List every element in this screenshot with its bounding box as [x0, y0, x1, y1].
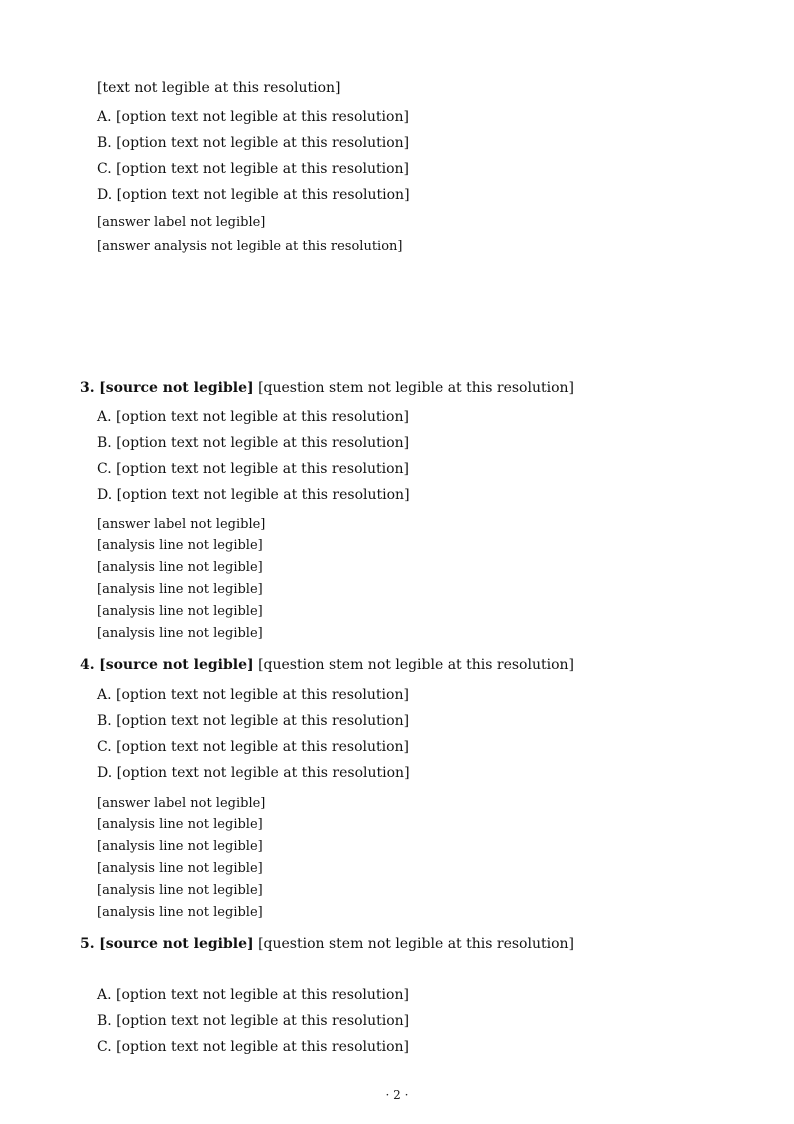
q5-text: [question stem not legible at this resolution]: [258, 936, 574, 952]
q5-number: 5.: [80, 936, 95, 952]
q4-detail-line: [analysis line not legible]: [97, 905, 263, 920]
q2-option-c: C. [option text not legible at this resolution]: [97, 161, 410, 177]
q4-detail-line: [analysis line not legible]: [97, 883, 263, 898]
q3-detail-line: [analysis line not legible]: [97, 582, 263, 597]
q4-option-c: C. [option text not legible at this resolution]: [97, 739, 410, 755]
q5-option-c: C. [option text not legible at this resolution]: [97, 1039, 410, 1055]
q4-detail-line: [analysis line not legible]: [97, 817, 263, 832]
q4-stem: [80, 653, 720, 677]
q3-detail-line: [analysis line not legible]: [97, 604, 263, 619]
q4-answer: [answer label not legible]: [97, 796, 266, 811]
q4-option-b: B. [option text not legible at this resolution]: [97, 713, 410, 729]
q3-option-c: C. [option text not legible at this resolution]: [97, 461, 410, 477]
q4-detail-line: [analysis line not legible]: [97, 861, 263, 876]
q4-detail-line: [analysis line not legible]: [97, 839, 263, 854]
q3-detail-line: [analysis line not legible]: [97, 538, 263, 553]
q2-option-a: A. [option text not legible at this resolution]: [97, 109, 409, 125]
q4-option-a: A. [option text not legible at this resolution]: [97, 687, 409, 703]
q3-text: [question stem not legible at this resolution]: [258, 380, 574, 396]
q5-stem: [80, 932, 720, 956]
intro-line: [text not legible at this resolution]: [97, 80, 341, 96]
q3-source: [source not legible]: [99, 380, 254, 396]
q5-option-b: B. [option text not legible at this resolution]: [97, 1013, 410, 1029]
page-number: · 2 ·: [385, 1088, 409, 1102]
q3-stem: [80, 376, 720, 400]
q3-option-b: B. [option text not legible at this resolution]: [97, 435, 410, 451]
q4-source: [source not legible]: [99, 657, 254, 673]
q3-detail-line: [analysis line not legible]: [97, 560, 263, 575]
q3-option-d: D. [option text not legible at this resolution]: [97, 487, 410, 503]
q2-option-b: B. [option text not legible at this resolution]: [97, 135, 410, 151]
q3-number: 3.: [80, 380, 95, 396]
q3-answer: [answer label not legible]: [97, 517, 266, 532]
q4-number: 4.: [80, 657, 95, 673]
q4-option-d: D. [option text not legible at this resolution]: [97, 765, 410, 781]
q2-answer: [answer label not legible]: [97, 215, 266, 230]
q2-option-d: D. [option text not legible at this resolution]: [97, 187, 410, 203]
q5-option-a: A. [option text not legible at this resolution]: [97, 987, 409, 1003]
q5-source: [source not legible]: [99, 936, 254, 952]
q3-option-a: A. [option text not legible at this resolution]: [97, 409, 409, 425]
q3-detail-line: [analysis line not legible]: [97, 626, 263, 641]
q4-text: [question stem not legible at this resolution]: [258, 657, 574, 673]
q2-detail: [answer analysis not legible at this resolution]: [97, 239, 403, 254]
